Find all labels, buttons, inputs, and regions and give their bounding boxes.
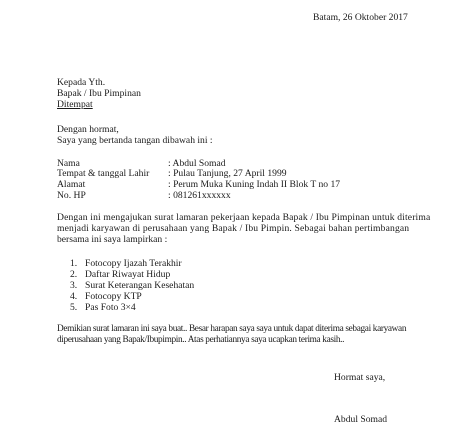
closing-line-1: Demikian surat lamaran ini saya buat.. Besar harapan saya saya untuk dapat diterima sebagai karyawan — [57, 324, 407, 334]
detail-value-birth: : Pulau Tanjung, 27 April 1999 — [168, 168, 287, 179]
list-item — [70, 291, 142, 302]
list-item — [70, 280, 194, 291]
signature-name: Abdul Somad — [334, 414, 388, 425]
list-item-number: 1. — [70, 258, 78, 269]
list-item — [70, 302, 136, 313]
body-line-2: menjadi karyawan di perusahaan yang Bapak / Ibu Pimpin. Sebagai bahan pertimbangan — [57, 223, 410, 234]
signoff: Hormat saya, — [334, 372, 386, 383]
closing-line-2: diperusahaan yang Bapak/Ibupimpin.. Atas perhatiannya saya ucapkan terima kasih.. — [57, 335, 345, 345]
detail-value-name: : Abdul Somad — [168, 158, 226, 169]
list-item-number: 5. — [70, 302, 78, 313]
list-item-text: Daftar Riwayat Hidup — [85, 269, 171, 280]
list-item — [70, 258, 182, 269]
detail-label-name: Nama — [57, 158, 80, 169]
list-item-number: 3. — [70, 280, 78, 291]
detail-label-address: Alamat — [57, 179, 86, 190]
list-item-number: 2. — [70, 269, 78, 280]
list-item-text: Pas Foto 3×4 — [85, 302, 136, 313]
body-line-3: bersama ini saya lampirkan : — [57, 234, 168, 245]
letter-date: Batam, 26 Oktober 2017 — [313, 12, 408, 23]
detail-value-address: : Perum Muka Kuning Indah II Blok T no 17 — [168, 179, 341, 190]
recipient-line-3: Ditempat — [57, 99, 93, 110]
recipient-line-2: Bapak / Ibu Pimpinan — [57, 88, 141, 99]
detail-label-phone: No. HP — [57, 190, 86, 201]
list-item — [70, 269, 170, 280]
greeting: Dengan hormat, — [57, 124, 119, 135]
list-item-text: Surat Keterangan Kesehatan — [85, 280, 195, 291]
detail-value-phone: : 081261xxxxxx — [168, 190, 231, 201]
recipient-line-1: Kepada Yth. — [57, 77, 106, 88]
list-item-text: Fotocopy KTP — [85, 291, 142, 302]
intro-line: Saya yang bertanda tangan dibawah ini : — [57, 135, 213, 146]
body-line-1: Dengan ini mengajukan surat lamaran pekerjaan kepada Bapak / Ibu Pimpinan untuk diterima — [57, 212, 431, 223]
list-item-number: 4. — [70, 291, 78, 302]
list-item-text: Fotocopy Ijazah Terakhir — [85, 258, 182, 269]
detail-label-birth: Tempat & tanggal Lahir — [57, 168, 150, 179]
